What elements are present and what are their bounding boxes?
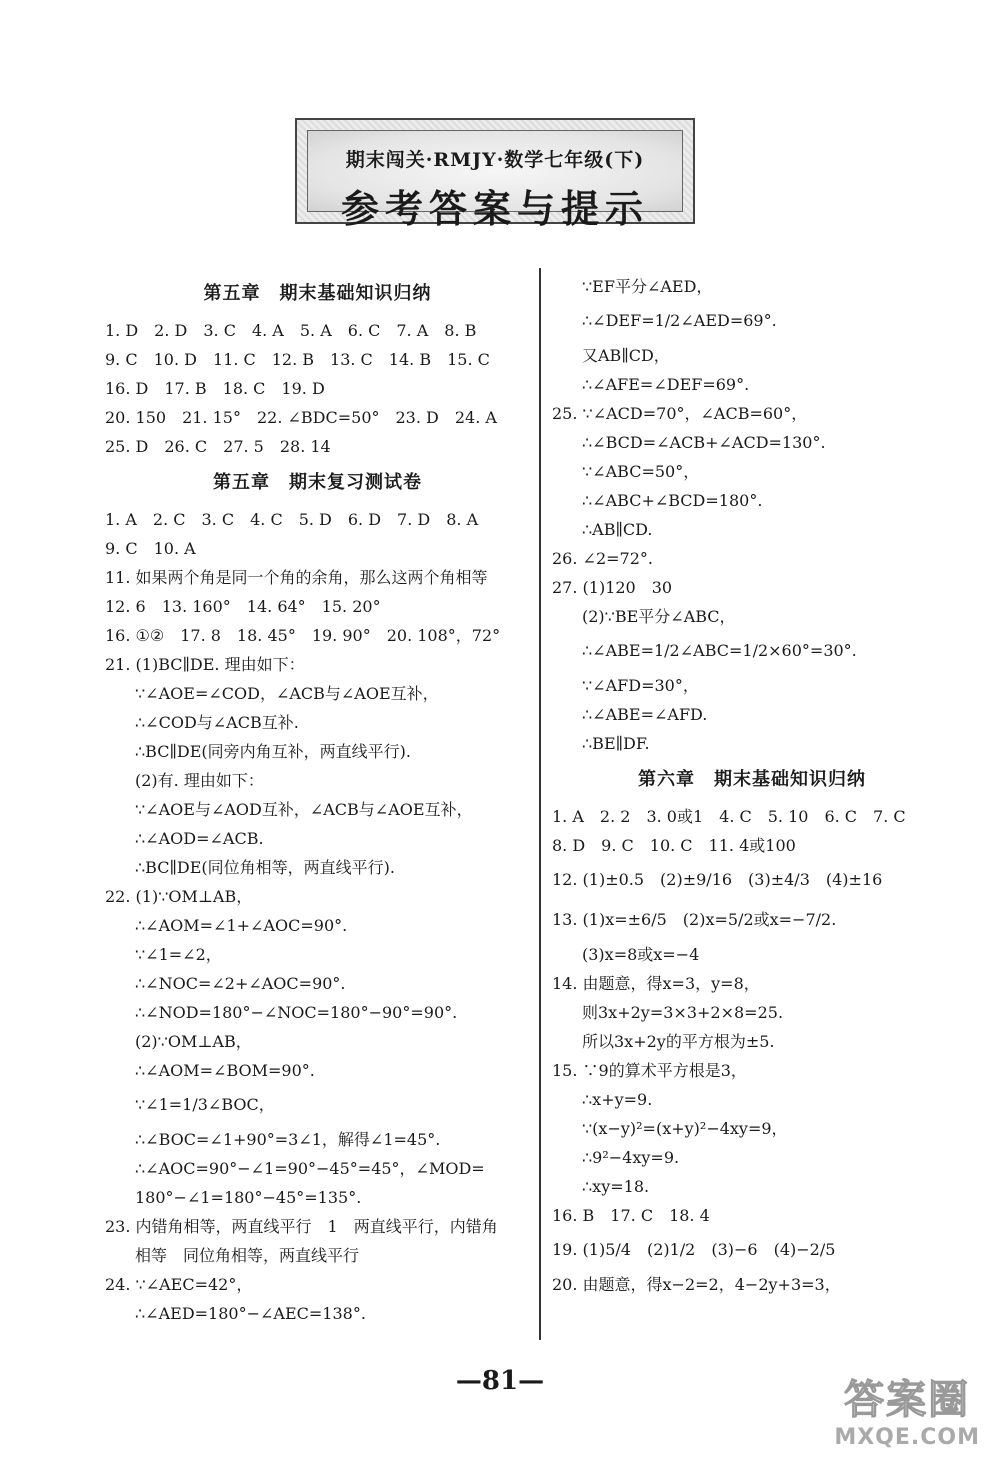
answer-line: 9. C 10. A [105,539,196,558]
answer-line: 13. (1)x=±6/5 (2)x=5/2或x=−7/2. [552,910,837,929]
page-title: 参考答案与提示 [340,187,649,231]
answer-line: 180°−∠1=180°−45°=135°. [135,1188,362,1207]
answer-line: 25. D 26. C 27. 5 28. 14 [105,437,331,456]
answer-line: 1. A 2. C 3. C 4. C 5. D 6. D 7. D 8. A [105,510,479,529]
answer-line: ∴BE∥DF. [582,734,650,753]
answer-line: ∴∠BCD=∠ACB+∠ACD=130°. [582,433,826,452]
answer-line: ∴∠AOC=90°−∠1=90°−45°=45°，∠MOD= [135,1159,485,1178]
answer-line: ∴x+y=9. [582,1090,653,1109]
answer-line: ∵EF平分∠AED， [582,277,713,296]
section-title-ch6-basics: 第六章 期末基础知识归纳 [638,769,866,790]
book-subtitle: 期末闯关·RMJY·数学七年级(下) [345,149,645,171]
title-banner [295,118,695,231]
answer-line: 9. C 10. D 11. C 12. B 13. C 14. B 15. C [105,350,490,369]
answer-line: 12. (1)±0.5 (2)±9/16 (3)±4/3 (4)±16 [552,870,883,889]
answer-line: ∴∠COD与∠ACB互补. [135,713,299,732]
answer-line: 12. 6 13. 160° 14. 64° 15. 20° [105,597,381,616]
answer-line: 又AB∥CD， [582,346,670,365]
answer-line: (2)∵BE平分∠ABC， [582,607,736,626]
answer-line: 20. 由题意，得x−2=2，4−2y+3=3， [552,1275,841,1294]
answer-line: ∵∠AOE与∠AOD互补，∠ACB与∠AOE互补， [135,800,473,819]
answer-line: ∴xy=18. [582,1177,650,1196]
answer-line: (2)∵OM⊥AB， [135,1032,252,1051]
answer-line: 11. 如果两个角是同一个角的余角，那么这两个角相等 [105,568,488,587]
watermark-logo: 答案圈 [844,1377,971,1423]
answer-line: 1. D 2. D 3. C 4. A 5. A 6. C 7. A 8. B [105,321,477,340]
answer-line: 15. ∵9的算术平方根是3， [552,1061,747,1080]
answer-line: ∴∠ABE=1/2∠ABC=1/2×60°=30°. [582,641,857,660]
title-inner [307,130,683,231]
answer-line: 16. ①② 17. 8 18. 45° 19. 90° 20. 108°，72° [105,626,501,645]
answer-line: 25. ∵∠ACD=70°，∠ACB=60°， [552,404,808,423]
answer-line: (2)有. 理由如下： [135,771,264,790]
answer-line: 1. A 2. 2 3. 0或1 4. C 5. 10 6. C 7. C [552,807,906,826]
answer-line: ∴∠NOD=180°−∠NOC=180°−90°=90°. [135,1003,458,1022]
answer-line: ∵∠1=∠2， [135,945,222,964]
answer-line: 所以3x+2y的平方根为±5. [582,1032,775,1051]
answer-line: 24. ∵∠AEC=42°， [105,1275,253,1294]
answer-line: ∵∠AFD=30°， [582,676,699,695]
right-column [552,272,952,1299]
answer-line: ∴∠AFE=∠DEF=69°. [582,375,750,394]
answer-line: ∵∠1=1/3∠BOC， [135,1095,275,1114]
answer-line: ∴BC∥DE(同旁内角互补，两直线平行). [135,742,411,761]
answer-line: ∴∠DEF=1/2∠AED=69°. [582,311,777,330]
answer-line: ∴9²−4xy=9. [582,1148,680,1167]
section-title-ch5-test: 第五章 期末复习测试卷 [213,472,422,493]
answer-line: 26. ∠2=72°. [552,549,653,568]
answer-line: 16. D 17. B 18. C 19. D [105,379,325,398]
answer-line: ∴AB∥CD. [582,520,653,539]
answer-line: 20. 150 21. 15° 22. ∠BDC=50° 23. D 24. A [105,408,497,427]
answer-line: 21. (1)BC∥DE. 理由如下： [105,655,305,674]
answer-line: 22. (1)∵OM⊥AB， [105,887,253,906]
answer-line: ∴∠AOD=∠ACB. [135,829,264,848]
watermark-url: MXQE.COM [834,1425,980,1450]
answer-line: 相等 同位角相等，两直线平行 [135,1246,360,1265]
answer-line: ∵∠AOE=∠COD，∠ACB与∠AOE互补， [135,684,439,703]
watermark [834,1368,980,1450]
answer-line: 则3x+2y=3×3+2×8=25. [582,1003,784,1022]
column-divider [539,268,541,1340]
answer-line: ∴∠BOC=∠1+90°=3∠1，解得∠1=45°. [135,1130,441,1149]
answer-line: ∵∠ABC=50°， [582,462,700,481]
answer-line: ∴BC∥DE(同位角相等，两直线平行). [135,858,395,877]
answer-line: ∴∠NOC=∠2+∠AOC=90°. [135,974,346,993]
answer-line: ∴∠AED=180°−∠AEC=138°. [135,1304,366,1323]
answer-line: ∴∠AOM=∠BOM=90°. [135,1061,315,1080]
answer-line: 19. (1)5/4 (2)1/2 (3)−6 (4)−2/5 [552,1240,836,1259]
answer-line: ∴∠ABE=∠AFD. [582,705,708,724]
answer-line: ∴∠AOM=∠1+∠AOC=90°. [135,916,348,935]
answer-line: ∴∠ABC+∠BCD=180°. [582,491,763,510]
answer-line: 23. 内错角相等，两直线平行 1 两直线平行，内错角 [105,1217,498,1236]
answer-line: 8. D 9. C 10. C 11. 4或100 [552,836,796,855]
answer-line: 14. 由题意，得x=3，y=8， [552,974,760,993]
answer-line: ∵(x−y)²=(x+y)²−4xy=9， [582,1119,788,1138]
answer-line: 16. B 17. C 18. 4 [552,1206,710,1225]
answer-line: (3)x=8或x=−4 [582,945,700,964]
left-column [105,272,530,1328]
answer-line: 27. (1)120 30 [552,578,673,597]
page-number: —81— [455,1366,545,1396]
section-title-ch5-basics: 第五章 期末基础知识归纳 [203,283,432,304]
